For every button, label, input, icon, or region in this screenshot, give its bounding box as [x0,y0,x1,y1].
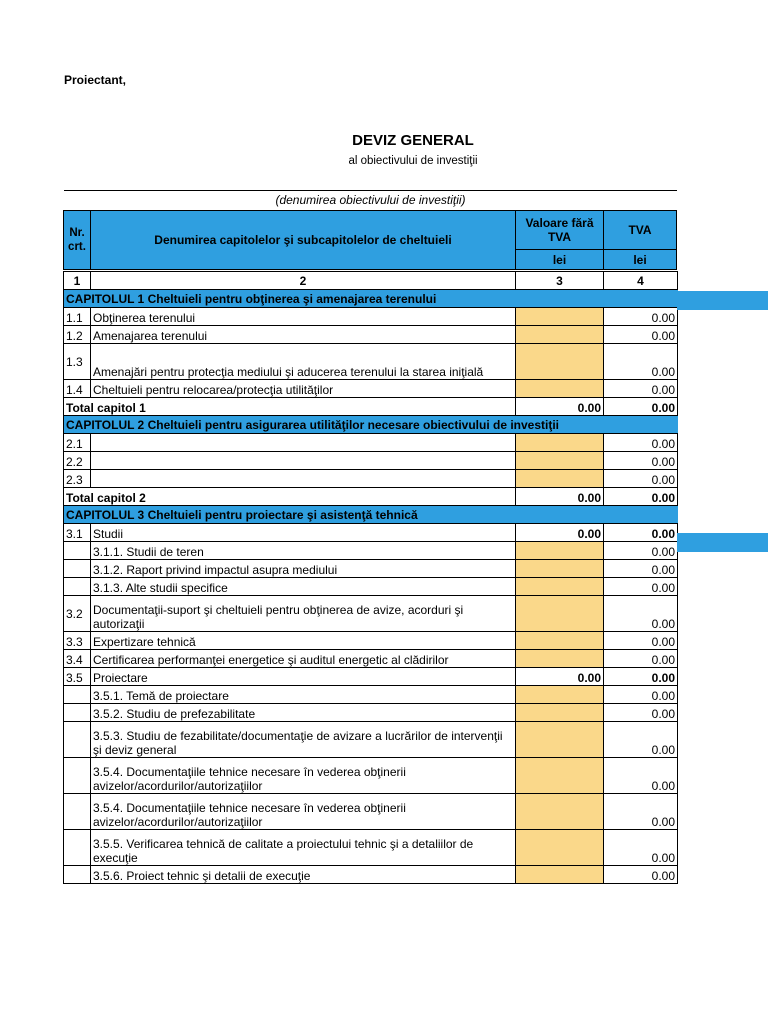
row-tva: 0.00 [604,344,678,380]
row-denumire: 3.5.2. Studiu de prefezabilitate [91,704,516,722]
value-input-cell[interactable] [516,596,604,632]
title-rule [64,190,677,191]
row-nr: 2.2 [64,452,91,470]
total-spacer [91,488,516,506]
value-input-cell[interactable] [516,686,604,704]
chapter-row [64,506,678,524]
value-input-cell[interactable] [516,344,604,380]
col-header-denumire: Denumirea capitolelor şi subcapitolelor de cheltuieli [90,210,516,270]
total-value: 0.00 [516,488,604,506]
table-row [64,632,678,650]
row-nr: 2.3 [64,470,91,488]
row-denumire: 3.1.2. Raport privind impactul asupra mediului [91,560,516,578]
table-row [64,704,678,722]
row-tva: 0.00 [604,380,678,398]
table-row [64,326,678,344]
row-denumire: 3.1.3. Alte studii specifice [91,578,516,596]
row-tva: 0.00 [604,524,678,542]
row-nr [64,560,91,578]
row-nr: 1.2 [64,326,91,344]
row-nr [64,722,91,758]
row-tva: 0.00 [604,668,678,686]
row-tva: 0.00 [604,326,678,344]
row-denumire: 3.5.3. Studiu de fezabilitate/documentaţie de avizare a lucrărilor de intervenţii şi deviz general [91,722,516,758]
value-input-cell[interactable] [516,578,604,596]
table-row [64,434,678,452]
col-number-4: 4 [604,272,678,290]
row-denumire[interactable] [91,434,516,452]
row-tva: 0.00 [604,722,678,758]
row-tva: 0.00 [604,470,678,488]
table-row [64,470,678,488]
chapter-2-title: CAPITOLUL 2 Cheltuieli pentru asigurarea utilităţilor necesare obiectivului de investiţii [64,416,678,434]
document-subtitle: al obiectivului de investiţii [348,155,478,167]
row-nr: 1.4 [64,380,91,398]
row-denumire: Studii [91,524,516,542]
row-tva: 0.00 [604,650,678,668]
value-input-cell[interactable] [516,452,604,470]
row-denumire: Documentaţii-suport şi cheltuieli pentru obţinerea de avize, acorduri şi autorizaţii [91,596,516,632]
row-nr: 3.4 [64,650,91,668]
row-denumire: Obţinerea terenului [91,308,516,326]
proiectant-label: Proiectant, [64,73,127,87]
row-nr: 1.3 [64,344,91,380]
chapter-row [64,290,678,308]
value-input-cell[interactable] [516,722,604,758]
table-row [64,308,678,326]
row-nr: 3.1 [64,524,91,542]
row-nr [64,758,91,794]
row-tva: 0.00 [604,560,678,578]
total-row [64,398,678,416]
row-tva: 0.00 [604,830,678,866]
row-denumire: Cheltuieli pentru relocarea/protecţia utilităţilor [91,380,516,398]
row-tva: 0.00 [604,542,678,560]
row-denumire: 3.5.5. Verificarea tehnică de calitate a proiectului tehnic şi a detaliilor de execuţie [91,830,516,866]
total-row [64,488,678,506]
table-row [64,452,678,470]
table-row [64,596,678,632]
col-header-valoare: Valoare fără TVA [515,210,604,250]
table-row [64,578,678,596]
row-value: 0.00 [516,524,604,542]
row-denumire: Certificarea performanţei energetice şi auditul energetic al clădirilor [91,650,516,668]
chapter-1-title: CAPITOLUL 1 Cheltuieli pentru obţinerea şi amenajarea terenului [64,290,678,308]
value-input-cell[interactable] [516,704,604,722]
row-denumire: Amenajări pentru protecţia mediului şi aducerea terenului la starea iniţială [91,344,516,380]
row-nr: 2.1 [64,434,91,452]
unit-lei-3: lei [515,249,604,270]
value-input-cell[interactable] [516,560,604,578]
row-denumire[interactable] [91,470,516,488]
table-row [64,686,678,704]
value-input-cell[interactable] [516,866,604,884]
row-tva: 0.00 [604,758,678,794]
row-denumire: 3.5.6. Proiect tehnic şi detalii de execuţie [91,866,516,884]
table-row [64,758,678,794]
row-nr [64,686,91,704]
table-row [64,560,678,578]
row-denumire: Proiectare [91,668,516,686]
row-nr [64,542,91,560]
table-row [64,650,678,668]
col-number-1: 1 [64,272,91,290]
row-tva: 0.00 [604,632,678,650]
table-row [64,794,678,830]
table-row [64,380,678,398]
row-nr: 1.1 [64,308,91,326]
value-input-cell[interactable] [516,794,604,830]
value-input-cell[interactable] [516,470,604,488]
table-row [64,344,678,380]
row-tva: 0.00 [604,704,678,722]
col-header-tva: TVA [603,210,677,250]
chapter-3-title: CAPITOLUL 3 Cheltuieli pentru proiectare şi asistenţă tehnică [64,506,678,524]
row-nr [64,794,91,830]
table-row [64,722,678,758]
table-row [64,542,678,560]
value-input-cell[interactable] [516,830,604,866]
row-nr: 3.5 [64,668,91,686]
value-input-cell[interactable] [516,632,604,650]
column-number-row [64,272,678,290]
col-number-2: 2 [91,272,516,290]
table-row [64,866,678,884]
value-input-cell[interactable] [516,380,604,398]
row-denumire: 3.5.4. Documentaţiile tehnice necesare în vederea obţinerii avizelor/acordurilor/autorizaţiilor [91,758,516,794]
value-input-cell[interactable] [516,326,604,344]
total-tva: 0.00 [604,488,678,506]
value-input-cell[interactable] [516,542,604,560]
total-label: Total capitol 2 [64,488,91,506]
row-denumire: 3.5.4. Documentaţiile tehnice necesare în vederea obţinerii avizelor/acordurilor/autorizaţiilor [91,794,516,830]
row-denumire: 3.5.1. Temă de proiectare [91,686,516,704]
row-denumire[interactable] [91,452,516,470]
row-tva: 0.00 [604,308,678,326]
row-nr [64,830,91,866]
row-tva: 0.00 [604,794,678,830]
row-nr [64,704,91,722]
row-tva: 0.00 [604,452,678,470]
table-row [64,830,678,866]
chapter-3-band-extension [677,533,768,552]
row-tva: 0.00 [604,578,678,596]
col-header-nr: Nr. crt. [63,210,91,270]
value-input-cell[interactable] [516,758,604,794]
value-input-cell[interactable] [516,434,604,452]
objective-name-caption: (denumirea obiectivului de investiţii) [275,193,466,207]
chapter-1-band-extension [677,291,768,310]
row-tva: 0.00 [604,434,678,452]
row-value: 0.00 [516,668,604,686]
row-tva: 0.00 [604,686,678,704]
row-nr [64,578,91,596]
row-nr [64,866,91,884]
value-input-cell[interactable] [516,308,604,326]
col-number-3: 3 [516,272,604,290]
total-label: Total capitol 1 [64,398,91,416]
table-row [64,668,678,686]
total-tva: 0.00 [604,398,678,416]
row-denumire: Amenajarea terenului [91,326,516,344]
total-spacer [91,398,516,416]
chapter-row [64,416,678,434]
row-denumire: Expertizare tehnică [91,632,516,650]
row-denumire: 3.1.1. Studii de teren [91,542,516,560]
row-nr: 3.2 [64,596,91,632]
row-tva: 0.00 [604,596,678,632]
row-tva: 0.00 [604,866,678,884]
document-title: DEVIZ GENERAL [352,132,474,149]
row-nr: 3.3 [64,632,91,650]
value-input-cell[interactable] [516,650,604,668]
deviz-table [63,271,678,884]
table-row [64,524,678,542]
total-value: 0.00 [516,398,604,416]
unit-lei-4: lei [603,249,677,270]
